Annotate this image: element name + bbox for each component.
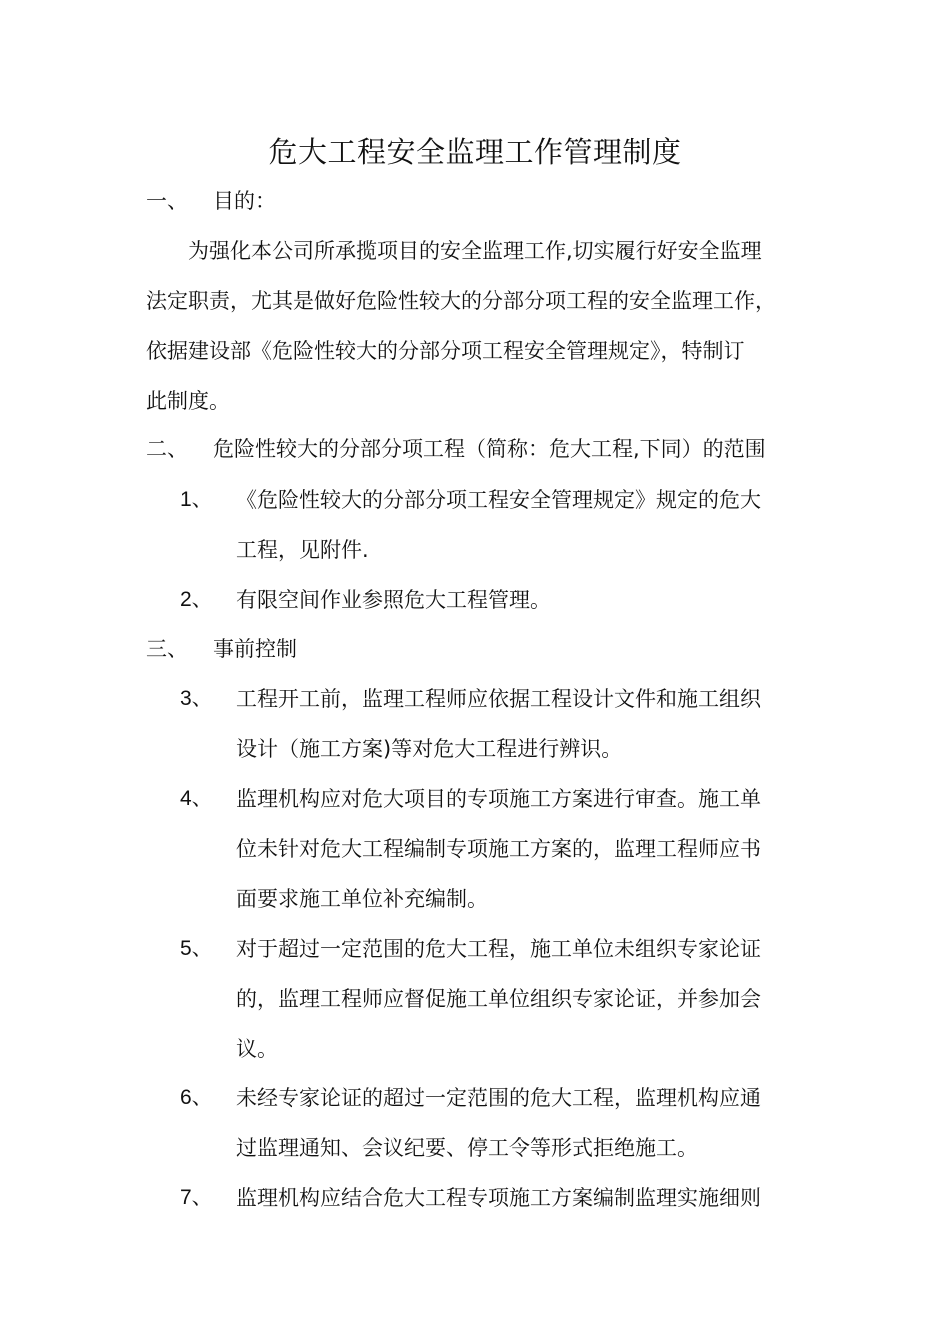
item-text-line: 工程，见附件. (236, 538, 369, 562)
document-title: 危大工程安全监理工作管理制度 (268, 135, 682, 169)
item-text-line: 面要求施工单位补充编制。 (236, 887, 488, 911)
purpose-paragraph-line: 法定职责，尤其是做好危险性较大的分部分项工程的安全监理工作， (146, 289, 776, 313)
item-text-line: 监理机构应对危大项目的专项施工方案进行审查。施工单 (236, 787, 761, 811)
item-text-line: 过监理通知、会议纪要、停工令等形式拒绝施工。 (236, 1136, 698, 1160)
item-text-line: 未经专家论证的超过一定范围的危大工程，监理机构应通 (236, 1086, 761, 1110)
item-number: 2、 (180, 588, 213, 611)
item-number: 4、 (180, 787, 213, 810)
item-text-line: 《危险性较大的分部分项工程安全管理规定》规定的危大 (236, 488, 761, 512)
section-3-heading: 事前控制 (213, 637, 297, 661)
item-number: 1、 (180, 488, 213, 511)
purpose-paragraph-line: 依据建设部《危险性较大的分部分项工程安全管理规定》，特制订 (146, 339, 745, 363)
section-2-heading: 危险性较大的分部分项工程（简称：危大工程,下同）的范围 (213, 437, 766, 461)
section-3-marker: 三、 (146, 637, 188, 661)
item-text-line: 设计（施工方案)等对危大工程进行辨识。 (236, 737, 623, 761)
item-text-line: 位未针对危大工程编制专项施工方案的，监理工程师应书 (236, 837, 761, 861)
item-number: 7、 (180, 1186, 213, 1209)
item-text-line: 的，监理工程师应督促施工单位组织专家论证，并参加会 (236, 987, 761, 1011)
section-1-heading: 目的： (213, 189, 276, 213)
item-text-line: 对于超过一定范围的危大工程，施工单位未组织专家论证 (236, 937, 761, 961)
item-text-line: 有限空间作业参照危大工程管理。 (236, 588, 551, 612)
purpose-paragraph-line: 此制度。 (146, 389, 230, 413)
purpose-paragraph-line: 为强化本公司所承揽项目的安全监理工作,切实履行好安全监理 (188, 239, 762, 263)
section-2-marker: 二、 (146, 437, 188, 461)
item-number: 5、 (180, 937, 213, 960)
section-1-marker: 一、 (146, 189, 188, 213)
item-text-line: 议。 (236, 1037, 278, 1061)
item-number: 6、 (180, 1086, 213, 1109)
item-text-line: 监理机构应结合危大工程专项施工方案编制监理实施细则 (236, 1186, 761, 1210)
item-text-line: 工程开工前，监理工程师应依据工程设计文件和施工组织 (236, 687, 761, 711)
item-number: 3、 (180, 687, 213, 710)
